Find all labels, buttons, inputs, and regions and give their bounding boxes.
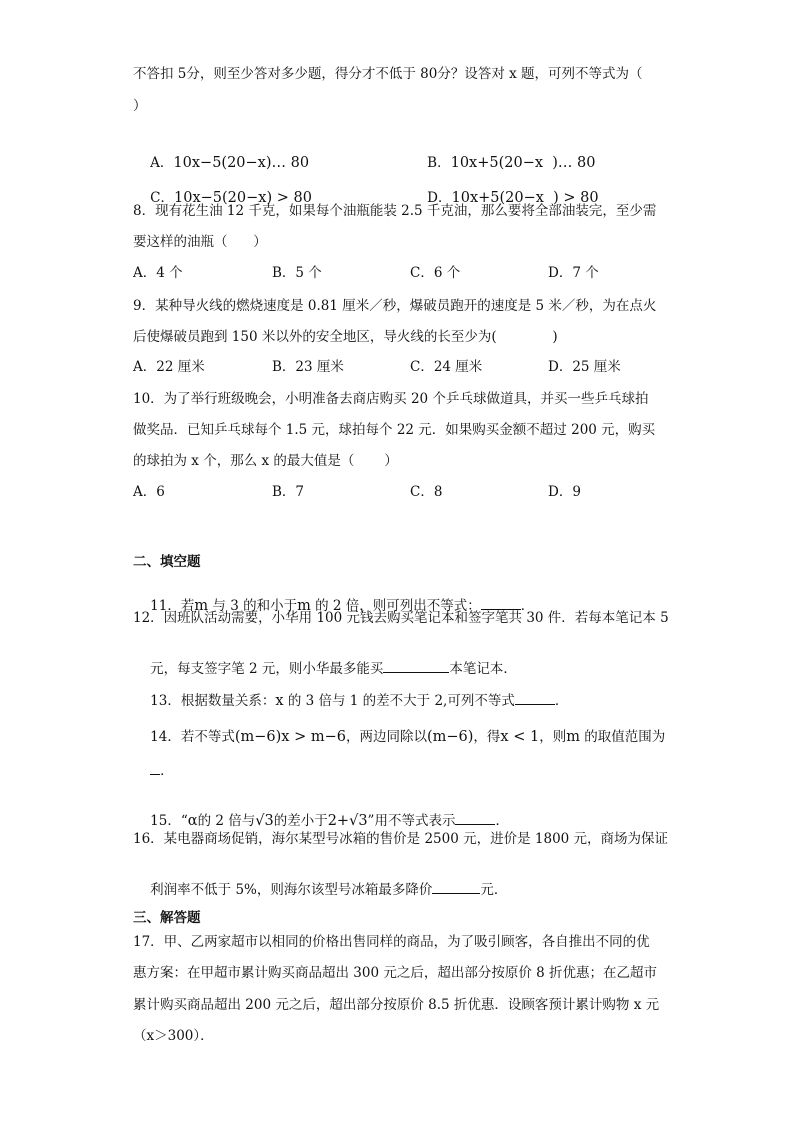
q14-line2: ．	[133, 741, 174, 801]
q17-line2: 惠方案：在甲超市累计购买商品超出 300 元之后，超出部分按原价 8 折优惠；在乙超市	[133, 965, 658, 981]
q11-line: 11．若m 与 3 的和小于m 的 2 倍，则可列出不等式： ．	[150, 598, 535, 614]
q8-option-b: B．5 个	[272, 265, 322, 281]
q7-option-d: D．10x+5(20−x ) > 80	[427, 190, 599, 206]
q7-stem-line2: ）	[133, 98, 147, 114]
q12-line1: 12．因班队活动需要，小华用 100 元钱去购买笔记本和签字笔共 30 件．若每本笔记本 5	[133, 610, 669, 626]
q8-option-c: C．6 个	[410, 265, 461, 281]
q8-stem-line2: 要这样的油瓶（ ）	[133, 234, 267, 250]
q10-stem-line3: 的球拍为 x 个，那么 x 的最大值是（ ）	[133, 453, 398, 469]
q10-stem-line2: 做奖品．已知乒乓球每个 1.5 元，球拍每个 22 元．如果购买金额不超过 200 元，购买	[133, 422, 656, 438]
q16-answer-blank[interactable]	[432, 880, 480, 894]
q17-line4: （x＞300）．	[133, 1028, 214, 1044]
q12-line2: 元，每支签字笔 2 元，则小华最多能买 本笔记本．	[150, 661, 517, 677]
q7-option-c: C．10x−5(20−x) > 80	[150, 190, 312, 206]
q9-option-c: C．24 厘米	[410, 359, 483, 375]
q9-option-d: D．25 厘米	[548, 359, 621, 375]
q10-option-b: B．7	[272, 484, 305, 500]
q9-stem-line1: 9．某种导火线的燃烧速度是 0.81 厘米／秒，爆破员跑开的速度是 5 米／秒，为在点火	[133, 298, 657, 314]
q8-stem-line1: 8．现有花生油 12 千克，如果每个油瓶能装 2.5 千克油，那么要将全部油装完，至少需	[133, 203, 657, 219]
q8-option-a: A．4 个	[133, 265, 183, 281]
section-heading-answer: 三、解答题	[133, 910, 201, 926]
q13-answer-blank[interactable]	[515, 691, 555, 705]
q14-answer-blank[interactable]	[150, 761, 160, 775]
q16-line1: 16．某电器商场促销，海尔某型号冰箱的售价是 2500 元，进价是 1800 元，商场为保证	[133, 831, 669, 847]
q10-option-a: A．6	[133, 484, 165, 500]
q10-option-c: C．8	[410, 484, 443, 500]
q10-stem-line1: 10．为了举行班级晚会，小明准备去商店购买 20 个乒乓球做道具，并买一些乒乓球拍	[133, 391, 649, 407]
q17-line1: 17．甲、乙两家超市以相同的价格出售同样的商品，为了吸引顾客，各自推出不同的优	[133, 934, 650, 950]
q15-line: 15．“α的 2 倍与√3的差小于2+√3”用不等式表示 ．	[150, 813, 509, 829]
q7-option-a: A．10x−5(20−x)… 80	[150, 155, 310, 171]
section-heading-fill-in: 二、填空题	[133, 554, 201, 570]
q14-line1: 14．若不等式(m−6)x > m−6，两边同除以(m−6)，得x < 1，则m 的取值范围为	[150, 729, 666, 745]
q8-option-d: D．7 个	[548, 265, 599, 281]
q7-option-b: B．10x+5(20−x )… 80	[427, 155, 596, 171]
q17-line3: 累计购买商品超出 200 元之后，超出部分按原价 8.5 折优惠．设顾客预计累计购物 x 元	[133, 997, 660, 1013]
q9-option-a: A．22 厘米	[133, 359, 205, 375]
q7-stem-line1: 不答扣 5分，则至少答对多少题，得分才不低于 80分？设答对 x 题，可列不等式为（	[133, 66, 643, 82]
q9-stem-line2: 后使爆破员跑到 150 米以外的安全地区，导火线的长至少为( )	[133, 329, 558, 345]
q15-answer-blank[interactable]	[455, 811, 495, 825]
q9-option-b: B．23 厘米	[272, 359, 344, 375]
q13-line: 13．根据数量关系：x 的 3 倍与 1 的差不大于 2,可列不等式 ．	[150, 693, 569, 709]
q16-line2: 利润率不低于 5%，则海尔该型号冰箱最多降价 元．	[150, 882, 508, 898]
q10-option-d: D．9	[548, 484, 581, 500]
